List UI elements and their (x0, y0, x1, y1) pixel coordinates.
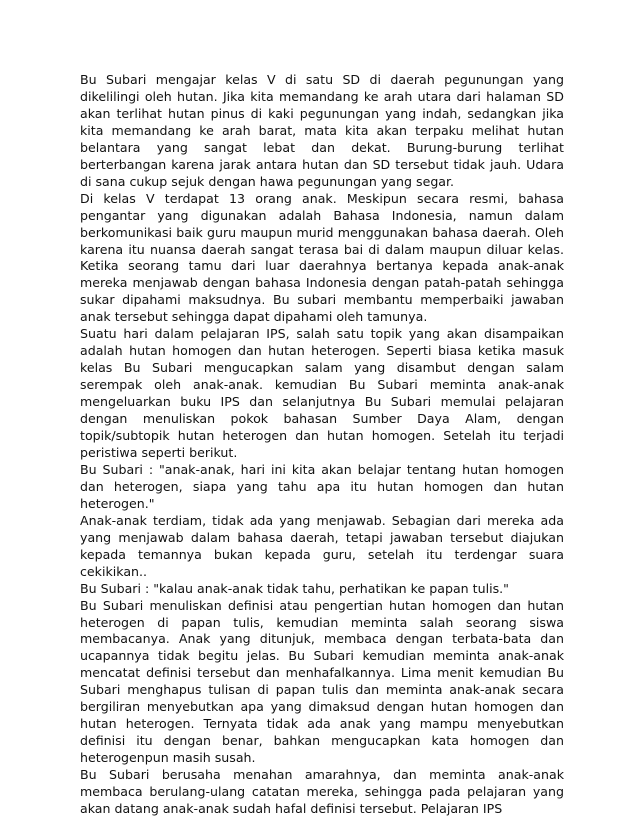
paragraph-8: Bu Subari berusaha menahan amarahnya, dan meminta anak-anak membaca berulang-ulang catatan mereka, sehingga pada pelajaran yang akan datang anak-anak sudah hafal definisi tersebut. Pelajaran IPS (80, 767, 564, 816)
paragraph-4: Bu Subari : "anak-anak, hari ini kita akan belajar tentang hutan homogen dan heterogen, siapa yang tahu apa itu hutan homogen dan hutan heterogen." (80, 461, 564, 511)
paragraph-1: Bu Subari mengajar kelas V di satu SD di daerah pegunungan yang dikelilingi oleh hutan. Jika kita memandang ke arah utara dari halaman SD akan terlihat hutan pinus di kaki pegunungan yang indah, sedangkan jika kita memandang ke arah barat, mata kita akan terpaku melihat hutan belantara yang sangat lebat dan dekat. Burung-burung terlihat berterbangan karena jarak antara hutan dan SD tersebut tidak jauh. Udara di sana cukup sejuk dengan hawa pegunungan yang segar. (80, 72, 564, 189)
paragraph-2: Di kelas V terdapat 13 orang anak. Meskipun secara resmi, bahasa pengantar yang digunakan adalah Bahasa Indonesia, namun dalam berkomunikasi baik guru maupun murid menggunakan bahasa daerah. Oleh karena itu nuansa daerah sangat terasa bai di dalam maupun diluar kelas. Ketika seorang tamu dari luar daerahnya bertanya kepada anak-anak mereka menjawab dengan bahasa Indonesia dengan patah-patah sehingga sukar dipahami maksudnya. Bu subari membantu memperbaiki jawaban anak tersebut sehingga dapat dipahami oleh tamunya. (80, 190, 564, 325)
document-page (80, 72, 564, 818)
paragraph-5: Anak-anak terdiam, tidak ada yang menjawab. Sebagian dari mereka ada yang menjawab dalam bahasa daerah, tetapi jawaban tersebut diajukan kepada temannya bukan kepada guru, setelah itu terdengar suara cekikikan.. (80, 512, 564, 579)
paragraph-3: Suatu hari dalam pelajaran IPS, salah satu topik yang akan disampaikan adalah hutan homogen dan hutan heterogen. Seperti biasa ketika masuk kelas Bu Subari mengucapkan salam yang disambut dengan salam serempak oleh anak-anak. kemudian Bu Subari meminta anak-anak mengeluarkan buku IPS dan selanjutnya Bu Subari memulai pelajaran dengan menuliskan pokok bahasan Sumber Daya Alam, dengan topik/subtopik hutan heterogen dan hutan homogen. Setelah itu terjadi peristiwa seperti berikut. (80, 326, 564, 460)
paragraph-6: Bu Subari : "kalau anak-anak tidak tahu, perhatikan ke papan tulis." (80, 580, 509, 596)
paragraph-7: Bu Subari menuliskan definisi atau pengertian hutan homogen dan hutan heterogen di papan tulis, kemudian meminta salah seorang siswa membacanya. Anak yang ditunjuk, membaca dengan terbata-bata dan ucapannya tidak begitu jelas. Bu Subari kemudian meminta anak-anak mencatat definisi tersebut dan menhafalkannya. Lima menit kemudian Bu Subari menghapus tulisan di papan tulis dan meminta anak-anak secara bergiliran menyebutkan apa yang dimaksud dengan hutan homogen dan hutan heterogen. Ternyata tidak ada anak yang mampu menyebutkan definisi itu dengan benar, bahkan mengucapkan kata homogen dan heterogenpun masih susah. (80, 597, 564, 766)
